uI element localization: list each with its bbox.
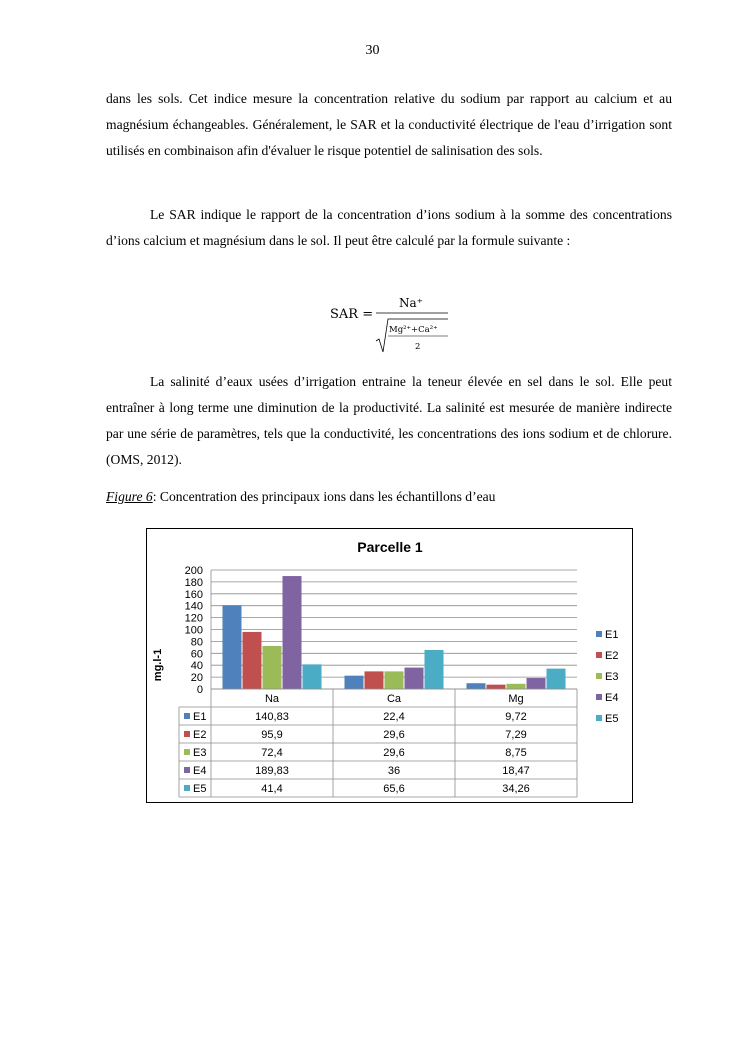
- bar-e1-na: [222, 605, 241, 689]
- bar-e2-na: [242, 632, 261, 689]
- data-label: 34,26: [502, 783, 530, 795]
- bar-e4-mg: [527, 678, 546, 689]
- y-tick-label: 100: [184, 624, 203, 637]
- data-label: 36: [387, 765, 401, 777]
- data-label: 22,4: [383, 711, 405, 723]
- bar-chart: [147, 529, 634, 804]
- category-label: Na: [264, 693, 280, 705]
- table-series-label: E4: [193, 765, 207, 777]
- table-series-label: E3: [193, 747, 207, 759]
- formula-radicand-top: Mg²⁺+Ca²⁺: [389, 325, 438, 335]
- data-label: 72,4: [261, 747, 283, 759]
- bar-e4-na: [283, 576, 302, 689]
- bar-e1-ca: [344, 676, 363, 689]
- y-tick-label: 80: [190, 636, 203, 649]
- bar-e5-na: [303, 664, 322, 689]
- chart-title: Parcelle 1: [357, 539, 423, 555]
- data-label: 95,9: [261, 729, 283, 741]
- bar-e1-mg: [466, 683, 485, 689]
- y-tick-label: 140: [184, 600, 203, 613]
- legend-key: [596, 652, 602, 658]
- data-label: 9,72: [505, 711, 527, 723]
- data-label: 18,47: [502, 765, 530, 777]
- paragraph-3: La salinité d’eaux usées d’irrigation entraine la teneur élevée en sel dans le sol. Elle peut entraîner à long terme une diminution de la productivité. La salinité est mesurée de manière indirecte par une série de paramètres, tels que la conductivité, les concentrations des ions sodium et de chlorure. (OMS, 2012).: [106, 374, 672, 467]
- data-label: 140,83: [255, 711, 289, 723]
- y-tick-label: 0: [196, 684, 203, 696]
- chart-container: [146, 528, 633, 803]
- table-legend-key: [184, 713, 190, 719]
- formula-radicand-bottom: 2: [415, 342, 421, 352]
- legend-label: E2: [605, 650, 619, 662]
- formula-lhs: SAR =: [330, 307, 374, 322]
- bar-e2-mg: [486, 685, 505, 689]
- figure-caption-text: : Concentration des principaux ions dans les échantillons d’eau: [152, 489, 496, 504]
- table-legend-key: [184, 731, 190, 737]
- data-label: 41,4: [261, 783, 283, 795]
- bar-e4-ca: [405, 668, 424, 689]
- formula-numerator: Na⁺: [399, 296, 423, 310]
- y-axis-label: mg.l-1: [152, 648, 164, 682]
- legend-key: [596, 694, 602, 700]
- data-label: 29,6: [383, 729, 405, 741]
- y-tick-label: 200: [184, 565, 203, 577]
- table-series-label: E2: [193, 729, 207, 741]
- legend-label: E5: [605, 713, 619, 725]
- data-label: 65,6: [383, 783, 405, 795]
- data-label: 8,75: [505, 747, 527, 759]
- table-legend-key: [184, 767, 190, 773]
- paragraph-2: Le SAR indique le rapport de la concentration d’ions sodium à la somme des concentrations d’ions calcium et magnésium dans le sol. Il peut être calculé par la formule suivante :: [106, 207, 672, 248]
- table-series-label: E5: [193, 783, 207, 795]
- paragraph-1: dans les sols. Cet indice mesure la concentration relative du sodium par rapport au calcium et au magnésium échangeables. Généralement, le SAR et la conductivité électrique de l'eau d’irrigation sont utilisés en combinaison afin d'évaluer le risque potentiel de salinisation des sols.: [106, 91, 672, 158]
- sqrt-sign: [376, 319, 448, 352]
- table-series-label: E1: [193, 711, 207, 723]
- legend-label: E4: [605, 692, 619, 704]
- table-legend-key: [184, 785, 190, 791]
- y-tick-label: 60: [190, 648, 203, 661]
- bar-e5-mg: [547, 669, 566, 689]
- y-tick-label: 120: [184, 612, 203, 625]
- bar-e3-ca: [384, 671, 403, 689]
- table-legend-key: [184, 749, 190, 755]
- data-label: 29,6: [383, 747, 405, 759]
- category-label: Mg: [508, 693, 524, 705]
- figure-caption: [106, 489, 495, 505]
- y-tick-label: 160: [184, 588, 203, 601]
- bar-e2-ca: [364, 671, 383, 689]
- data-label: 7,29: [505, 729, 527, 741]
- data-label: 189,83: [255, 765, 289, 777]
- page-number: 30: [365, 43, 380, 58]
- bar-e3-mg: [506, 684, 525, 689]
- figure-label: Figure 6: [106, 489, 153, 504]
- sar-formula: [330, 292, 460, 356]
- legend-label: E1: [605, 629, 619, 641]
- y-tick-label: 20: [190, 672, 203, 685]
- category-label: Ca: [386, 693, 402, 705]
- legend-key: [596, 715, 602, 721]
- bar-e5-ca: [425, 650, 444, 689]
- legend-key: [596, 631, 602, 637]
- legend-key: [596, 673, 602, 679]
- bar-e3-na: [262, 646, 281, 689]
- y-tick-label: 180: [184, 576, 203, 589]
- legend-label: E3: [605, 671, 619, 683]
- y-tick-label: 40: [190, 660, 203, 673]
